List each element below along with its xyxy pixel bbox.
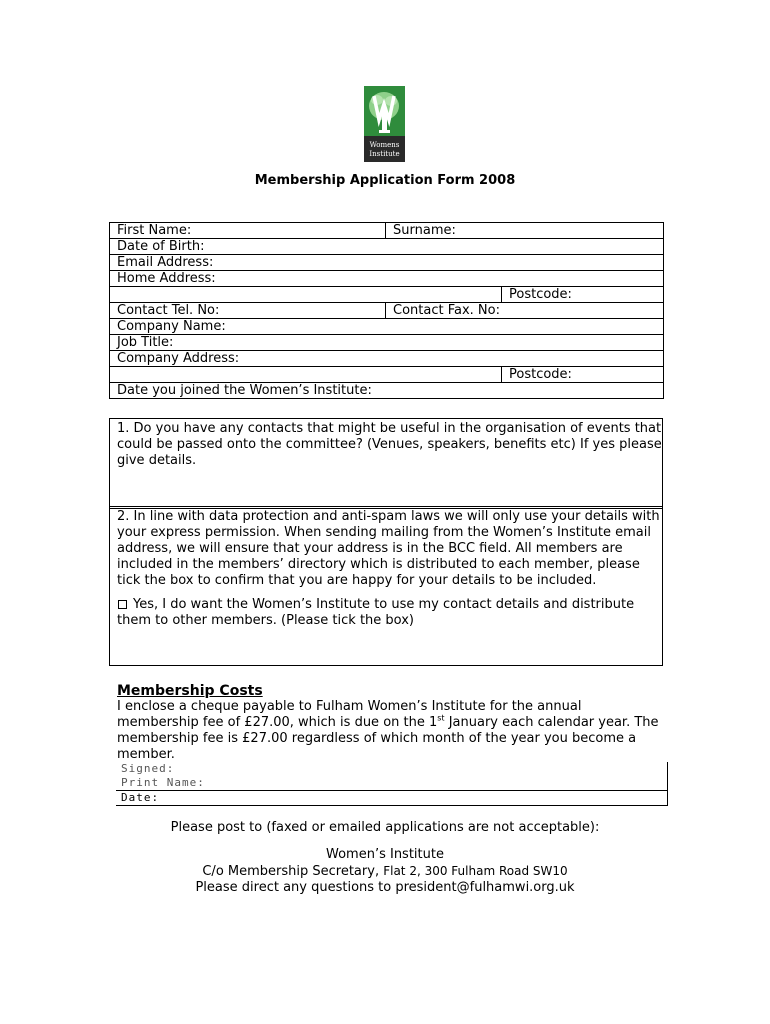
postal-address-part2: Flat 2, 300 Fulham Road SW10 (383, 864, 568, 878)
table-row (116, 762, 668, 776)
table-row (110, 255, 664, 271)
postal-address-line (0, 863, 770, 880)
postal-address-part1: C/o Membership Secretary, (202, 864, 384, 879)
costs-text-superscript: st (437, 713, 445, 723)
home-address-field[interactable] (110, 271, 664, 287)
table-row (110, 367, 664, 383)
company-address-label: Company Address: (117, 351, 240, 366)
first-name-field[interactable] (110, 223, 386, 239)
table-row (110, 319, 664, 335)
signature-table (116, 762, 668, 806)
company-address-field[interactable] (110, 351, 664, 367)
question-2-text: 2. In line with data protection and anti-spam laws we will only use your details with your express permission. When sending mailing from the Women’s Institute email address, we will ensure that your address is in the BCC field. All members are included in the members’ directory which is distributed to each member, please tick the box to confirm that you are happy for your details to be included. (117, 509, 660, 588)
print-name-label: Print Name: (121, 776, 205, 789)
membership-costs-heading: Membership Costs (117, 683, 263, 699)
costs-text-part2: January each calendar year. The membership fee is £27.00 regardless of which month of the year you become a member. (117, 715, 659, 762)
company-field[interactable] (110, 319, 664, 335)
home-postcode-label: Postcode: (509, 287, 572, 302)
company-label: Company Name: (117, 319, 226, 334)
question-1-box[interactable] (109, 418, 663, 509)
table-row (110, 351, 664, 367)
consent-line (117, 597, 662, 629)
fax-field[interactable] (386, 303, 664, 319)
membership-costs-text (117, 699, 662, 763)
job-title-field[interactable] (110, 335, 664, 351)
table-row (110, 383, 664, 399)
page-title: Membership Application Form 2008 (254, 173, 516, 188)
table-row (110, 223, 664, 239)
company-postcode-label: Postcode: (509, 367, 572, 382)
wi-logo (364, 86, 405, 162)
tree-logo-icon (364, 86, 405, 162)
personal-details-table (109, 222, 664, 399)
logo-trunk-base (379, 130, 390, 133)
tel-label: Contact Tel. No: (117, 303, 220, 318)
logo-text-line1: Womens (369, 141, 400, 149)
date-joined-label: Date you joined the Women’s Institute: (117, 383, 372, 398)
date-joined-field[interactable] (110, 383, 664, 399)
question-1-text: 1. Do you have any contacts that might be useful in the organisation of events that could be passed onto the committee? (Venues, speakers, benefits etc) If yes please give details. (117, 421, 662, 468)
question-2-box (109, 506, 663, 666)
consent-text: Yes, I do want the Women’s Institute to use my contact details and distribute them to other members. (Please tick the box) (117, 597, 635, 628)
job-title-label: Job Title: (117, 335, 174, 350)
fax-label: Contact Fax. No: (393, 303, 500, 318)
postal-instruction: Please post to (faxed or emailed applications are not acceptable): (170, 820, 600, 835)
email-label: Email Address: (117, 255, 214, 270)
signed-field[interactable] (116, 762, 668, 776)
dob-label: Date of Birth: (117, 239, 205, 254)
logo-dark-panel (364, 136, 405, 162)
home-address-label: Home Address: (117, 271, 216, 286)
table-row (116, 791, 668, 806)
signed-label: Signed: (121, 762, 175, 775)
company-postcode-field[interactable] (502, 367, 664, 383)
print-name-field[interactable] (116, 776, 668, 791)
dob-field[interactable] (110, 239, 664, 255)
first-name-label: First Name: (117, 223, 192, 238)
tel-field[interactable] (110, 303, 386, 319)
date-label: Date: (121, 791, 160, 804)
table-row (110, 335, 664, 351)
logo-text-line2: Institute (369, 150, 400, 158)
table-row (110, 287, 664, 303)
table-row (116, 776, 668, 791)
table-row (110, 303, 664, 319)
table-row (110, 239, 664, 255)
logo-i-mark (382, 108, 387, 132)
email-field[interactable] (110, 255, 664, 271)
home-address-line2-field[interactable] (110, 287, 502, 303)
surname-label: Surname: (393, 223, 456, 238)
surname-field[interactable] (386, 223, 664, 239)
costs-text-part1: I enclose a cheque payable to Fulham Women’s Institute for the annual membership fee of £27.00, which is due on the 1 (117, 699, 582, 730)
postal-org: Women’s Institute (326, 847, 444, 862)
postal-contact: Please direct any questions to president@fulhamwi.org.uk (195, 880, 575, 895)
table-row (110, 271, 664, 287)
membership-costs-section (117, 683, 662, 763)
postal-address-block (0, 847, 770, 896)
home-postcode-field[interactable] (502, 287, 664, 303)
consent-checkbox[interactable] (118, 600, 127, 609)
date-field[interactable] (116, 791, 668, 806)
company-address-line2-field[interactable] (110, 367, 502, 383)
